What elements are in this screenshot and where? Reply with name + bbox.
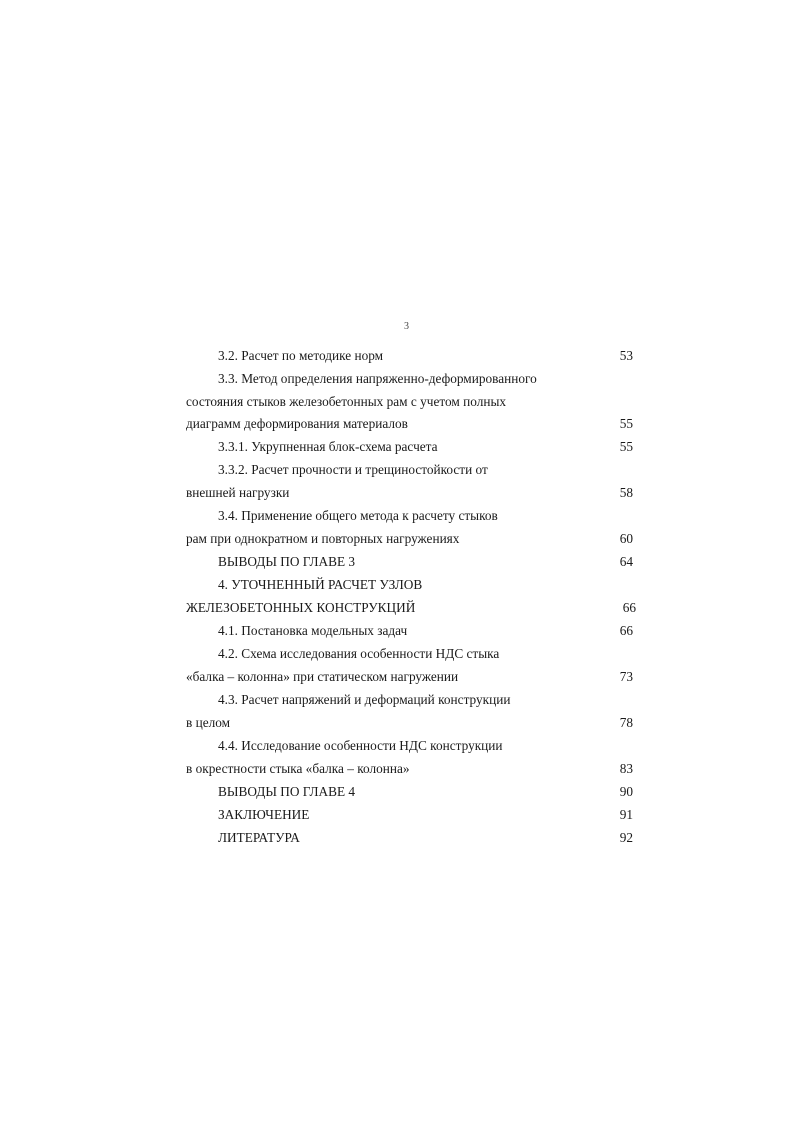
toc-entry-text: 4.1. Постановка модельных задач <box>218 623 408 638</box>
toc-entry-text: ЗАКЛЮЧЕНИЕ <box>218 807 310 822</box>
toc-entry-text: в окрестности стыка «балка – колонна» <box>186 761 410 776</box>
toc-entry-page: 78 <box>619 715 633 730</box>
toc-entry-text: 3.3.1. Укрупненная блок-схема расчета <box>218 439 438 454</box>
toc-entry-text: ВЫВОДЫ ПО ГЛАВЕ 4 <box>218 784 356 799</box>
toc-entry-text: 3.3. Метод определения напряженно-деформированного <box>218 371 537 386</box>
toc-entry-text: в целом <box>186 715 231 730</box>
toc-entry-page: 53 <box>619 348 633 363</box>
toc-entry-text: 3.2. Расчет по методике норм <box>218 348 384 363</box>
toc-entry-text: «балка – колонна» при статическом нагружении <box>186 669 459 684</box>
toc-entry-page: 58 <box>619 485 633 500</box>
toc-entry-page: 64 <box>619 554 633 569</box>
toc-entry-text: 4.3. Расчет напряжений и деформаций конструкции <box>218 692 511 707</box>
toc-entry-text: внешней нагрузки <box>186 485 290 500</box>
toc-entry-page: 73 <box>619 669 633 684</box>
toc-entry-page: 55 <box>619 416 633 431</box>
toc-entry-page: 83 <box>619 761 633 776</box>
toc-entry-text: 3.3.2. Расчет прочности и трещиностойкости от <box>218 462 488 477</box>
toc-entry-text: 4.4. Исследование особенности НДС конструкции <box>218 738 503 753</box>
page-number: 3 <box>404 321 409 332</box>
toc-entry-text: 3.4. Применение общего метода к расчету стыков <box>218 508 498 523</box>
toc-entry-text: ЛИТЕРАТУРА <box>218 830 300 845</box>
toc-entry-text: 4. УТОЧНЕННЫЙ РАСЧЕТ УЗЛОВ <box>218 577 423 592</box>
toc-entry-text: ВЫВОДЫ ПО ГЛАВЕ 3 <box>218 554 356 569</box>
toc-entry-page: 66 <box>622 600 636 615</box>
toc-entry-page: 90 <box>619 784 633 799</box>
toc-entry-page: 60 <box>619 531 633 546</box>
toc-entry-page: 91 <box>619 807 633 822</box>
toc-entry-page: 66 <box>619 623 633 638</box>
toc-entry-text: ЖЕЛЕЗОБЕТОННЫХ КОНСТРУКЦИЙ <box>186 600 416 615</box>
toc-entry-text: диаграмм деформирования материалов <box>186 416 408 431</box>
toc-entry-page: 55 <box>619 439 633 454</box>
toc-entry-text: 4.2. Схема исследования особенности НДС стыка <box>218 646 500 661</box>
toc-entry-text: состояния стыков железобетонных рам с учетом полных <box>186 394 507 409</box>
toc-entry-page: 92 <box>619 830 633 845</box>
toc-entry-text: рам при однократном и повторных нагружениях <box>186 531 460 546</box>
